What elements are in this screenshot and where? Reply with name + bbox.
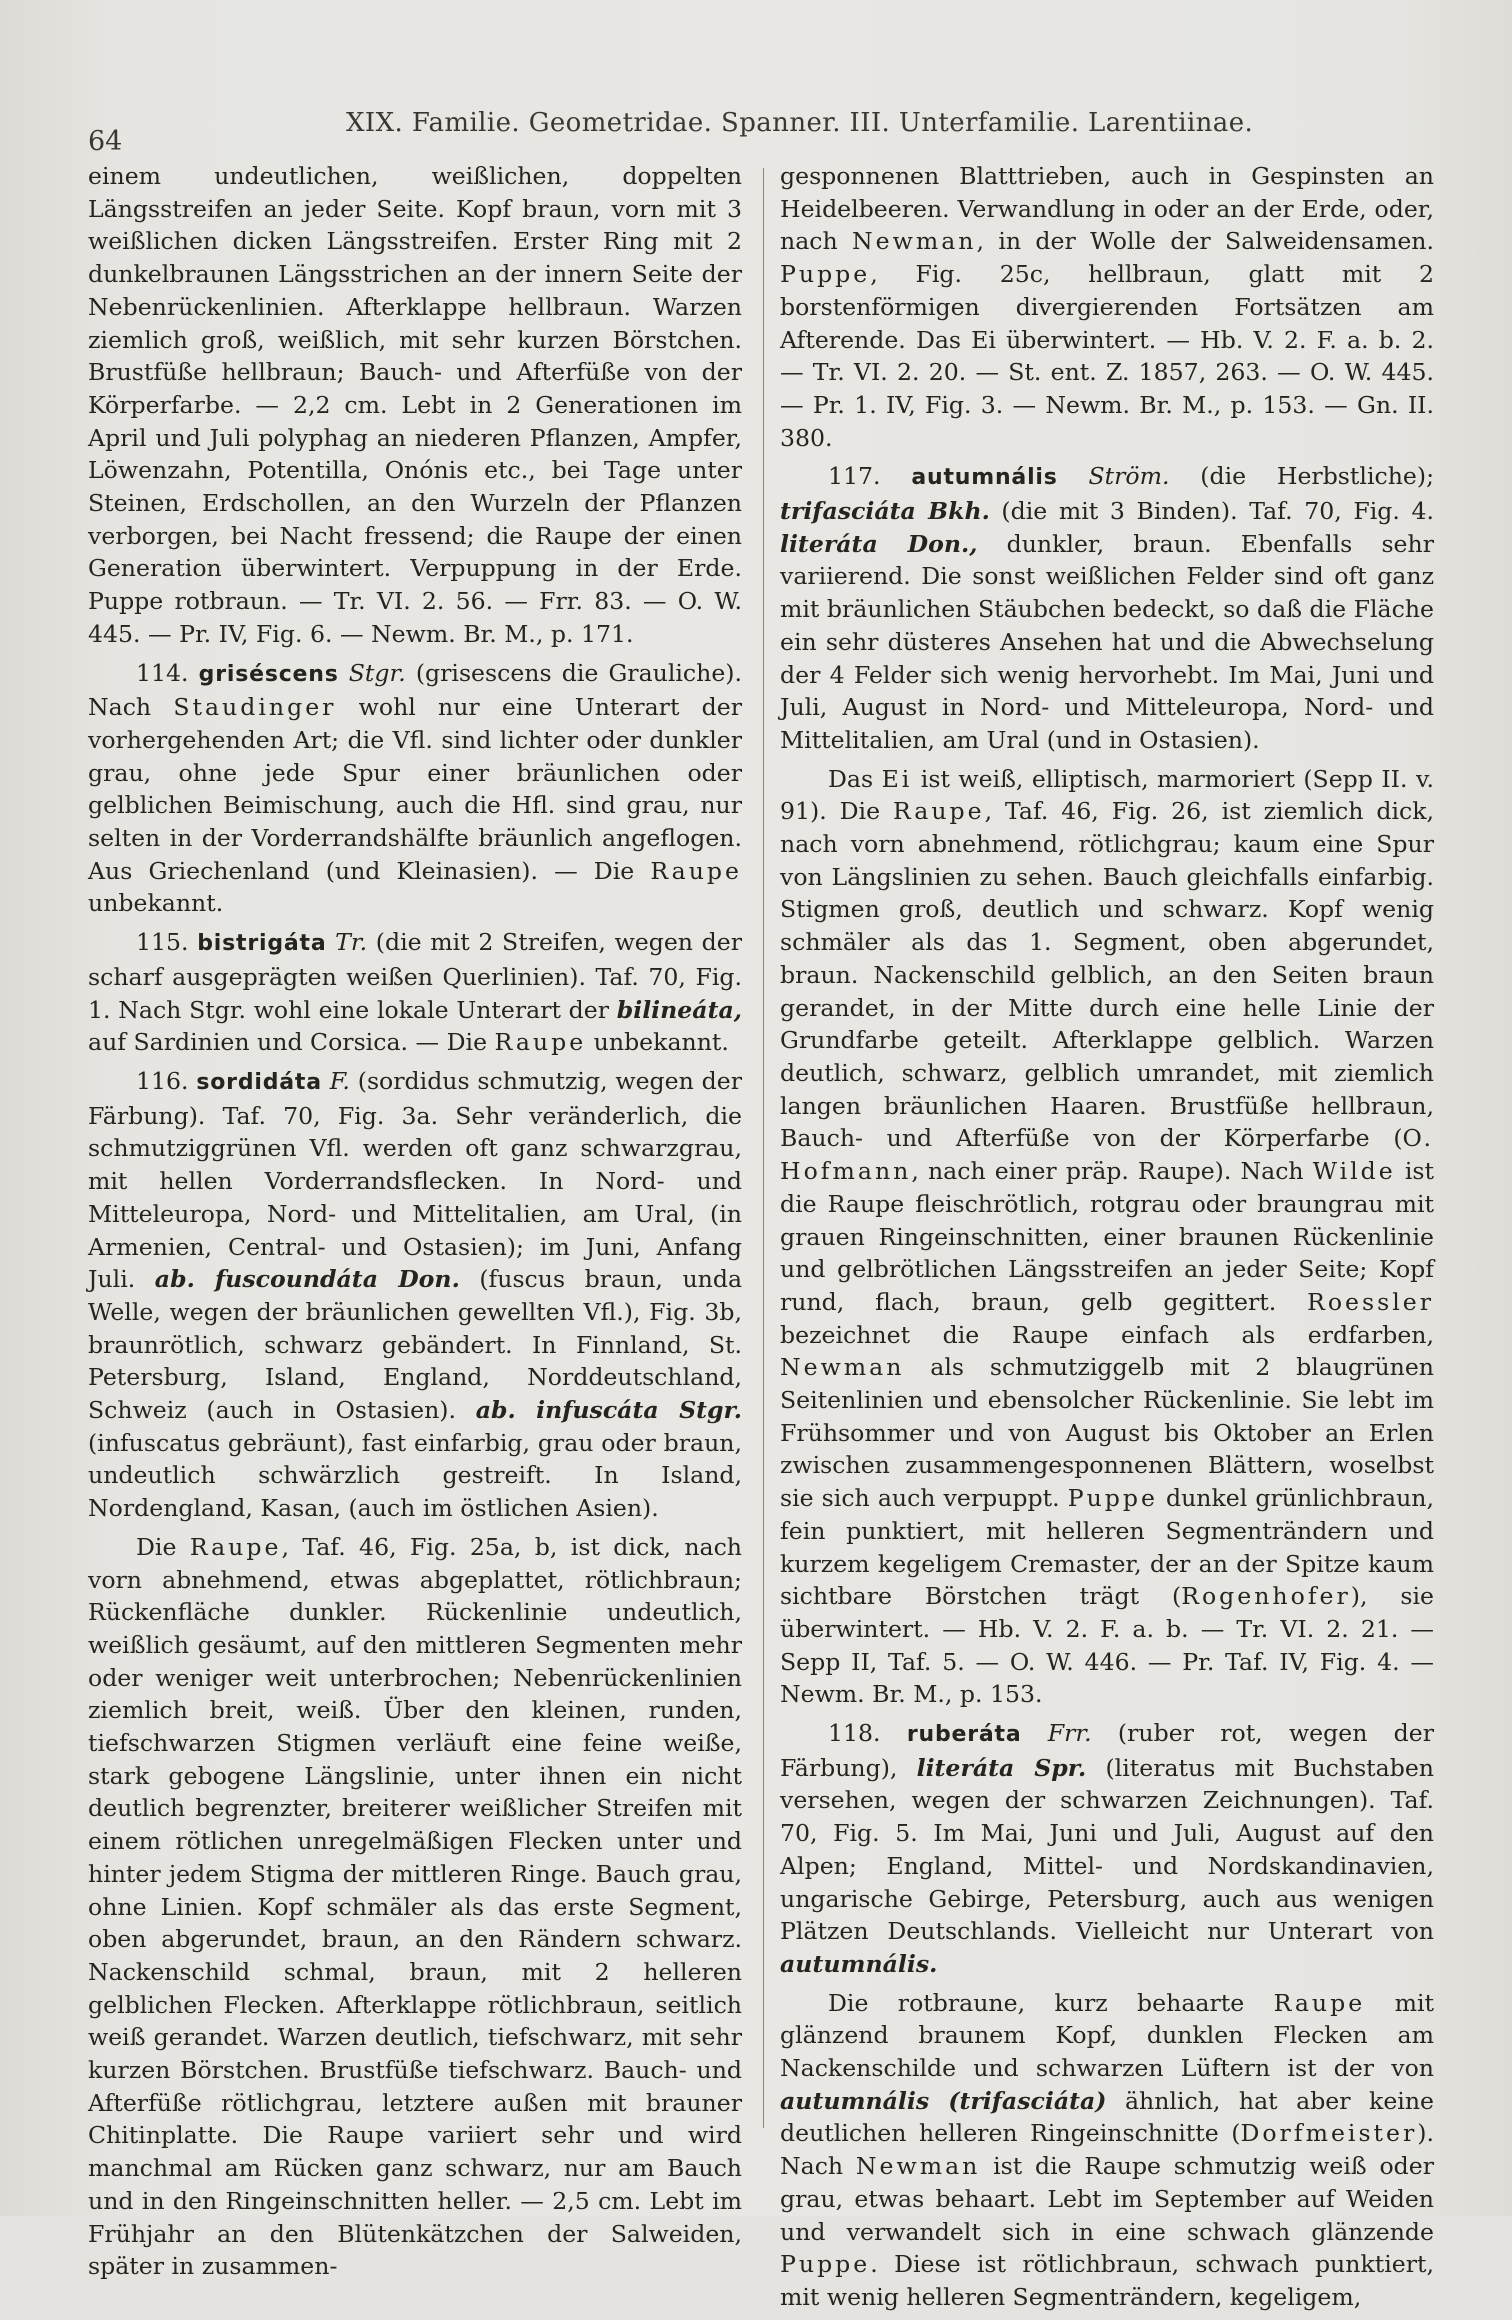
entry-text: gesponnenen Blatttrieben, auch in Gespinsten an Heidelbeeren. Verwandlung in oder an der Erde, oder, nach <box>780 162 1434 256</box>
entry-text: , Taf. 46, Fig. 25a, b, ist dick, nach vorn abnehmend, etwas abgeplattet, rötlichbraun; Rückenfläche dunkler. Rückenlinie undeutlich, weißlich gesäumt, auf den mittleren Segmenten mehr oder weniger weit unterbrochen; Nebenrückenlinien ziemlich breit, weiß. Über den kleinen, runden, tiefschwarzen Stigmen verläuft eine feine weiße, stark gebogene Längslinie, unter ihnen ein nicht deutlich begrenzter, breiterer weißlicher Streifen mit einem rötlichen unregelmäßigen Flecken unter und hinter jedem Stigma der mittleren Ringe. Bauch grau, ohne Linien. Kopf schmäler als das erste Segment, oben abgerundet, braun, an den Rändern schwarz. Nackenschild schmal, braun, mit 2 helleren gelblichen Flecken. Afterklappe rötlichbraun, seitlich weiß gerandet. Warzen deutlich, tiefschwarz, mit sehr kurzen Börstchen. Brustfüße tiefschwarz. Bauch- und Afterfüße rötlichgrau, letztere außen mit brauner Chitinplatte. Die Raupe variiert sehr und wird manchmal am Rücken ganz schwarz, nur am Bauch und in den Ringeinschnitten heller. — 2,5 cm. Lebt im Frühjahr an den Blütenkätzchen der Salweiden, später in zusammen- <box>88 1532 742 2281</box>
species-name: ruberáta <box>906 1722 1022 1748</box>
spaced-name: Newman <box>855 2152 981 2181</box>
spaced-name: O. Hofmann <box>780 1124 1434 1186</box>
species-entry-116 <box>88 1065 742 1525</box>
author: Ström. <box>1088 462 1170 491</box>
larva-description <box>780 1987 1434 2314</box>
entry-text: ). Nach <box>780 2119 1434 2181</box>
entry-text: (die Herbstliche); <box>1169 462 1435 491</box>
spaced-term: Puppe <box>780 2250 871 2279</box>
page-header <box>88 108 1458 157</box>
spaced-name: Wilde <box>1312 1157 1396 1186</box>
page-number: 64 <box>88 126 123 157</box>
species-name: autumnális <box>911 465 1058 491</box>
entry-text: als schmutziggelb mit 2 blaugrünen Seitenlinien und ebensolcher Rückenlinie. Sie lebt im Frühsommer und von August bis Oktober an Erlen zwischen zusammengesponnenen Blättern, woselbst sie sich auch verpuppt. <box>780 1353 1434 1513</box>
spaced-name: Dorfmeister <box>1240 2119 1418 2148</box>
entry-text: ist die Raupe fleischrötlich, rotgrau oder braungrau mit grauen Ringeinschnitten, einer braunen Rückenlinie und gelbrötlichen Längsstreifen an jeder Seite; Kopf rund, flach, braun, gelb gegittert. <box>780 1157 1434 1316</box>
entry-text: (fuscus braun, unda Welle, wegen der bräunlichen gewellten Vfl.), Fig. 3b, braunrötlich, schwarz gebändert. In Finnland, St. Petersburg, Island, England, Norddeutschland, Schweiz (auch in Ostasien). <box>88 1265 743 1425</box>
entry-text: . Diese ist rötlichbraun, schwach punktiert, mit wenig helleren Segmenträndern, kegeligem, <box>780 2250 1434 2311</box>
entry-text: ähnlich, hat aber keine deutlichen helleren Ringeinschnitte ( <box>780 2086 1435 2148</box>
species-entry-114 <box>88 657 742 921</box>
synonym-name: literáta Don., <box>780 529 978 558</box>
aberration-name: ab. fuscoundáta Don. <box>154 1265 460 1294</box>
species-name: bistrigáta <box>197 931 327 957</box>
latin-name: autumnális. <box>780 1949 938 1978</box>
entry-text: (ruber rot, wegen der Färbung), <box>780 1719 1435 1782</box>
entry-number: 118. <box>828 1719 881 1748</box>
entry-number: 117. <box>828 462 881 491</box>
synonym-name: trifasciáta Bkh. <box>780 497 990 526</box>
species-name: sordidáta <box>196 1069 322 1095</box>
entry-text: mit glänzend braunem Kopf, dunklen Flecken am Nackenschilde und schwarzen Lüftern ist der von <box>780 1988 1434 2083</box>
entry-number: 116. <box>136 1066 189 1095</box>
species-name: griséscens <box>198 661 339 687</box>
synonym-name: literáta Spr. <box>916 1753 1087 1782</box>
spaced-term: Raupe <box>494 1028 587 1057</box>
spaced-term: Raupe <box>1273 1988 1366 2017</box>
entry-text: unbekannt. <box>88 889 224 918</box>
column-divider <box>763 168 764 2128</box>
entry-text: (die mit 2 Streifen, wegen der scharf ausgeprägten weißen Querlinien). Taf. 70, Fig. 1. Nach Stgr. wohl eine lokale Unterart der <box>88 928 743 1024</box>
author: F. <box>329 1066 350 1095</box>
right-column <box>780 160 1434 2320</box>
spaced-name: Newman <box>852 227 977 256</box>
egg-larva-description <box>780 763 1434 1711</box>
entry-text: (sordidus schmutzig, wegen der Färbung). Taf. 70, Fig. 3a. Sehr veränderlich, die schmutziggrünen Vfl. werden oft ganz schwarzgrau, mit hellen Vorderrandsflecken. In Nord- und Mitteleuropa, Nord- und Mittelitalien, am Ural, (in Armenien, Central- und Ostasien); im Juni, Anfang Juli. <box>88 1066 742 1294</box>
entry-text: auf Sardinien und Corsica. — Die <box>88 1028 495 1057</box>
spaced-term: Puppe <box>1067 1484 1158 1513</box>
entry-number: 114. <box>136 658 189 687</box>
spaced-name: Staudinger <box>173 693 337 722</box>
spaced-term: Ei <box>881 764 913 793</box>
author: Stgr. <box>348 658 406 687</box>
spaced-term: Raupe <box>650 856 742 885</box>
entry-number: 115. <box>136 928 189 957</box>
entry-text: bezeichnet die Raupe einfach als erdfarben, <box>780 1320 1434 1349</box>
spaced-name: Newman <box>780 1353 905 1382</box>
entry-text: , in der Wolle der Salweidensamen. <box>976 227 1434 256</box>
continued-paragraph: einem undeutlichen, weißlichen, doppelten Längsstreifen an jeder Seite. Kopf braun, vorn mit 3 weißlichen dicken Längsstreifen. Erster Ring mit 2 dunkelbraunen Längsstrichen an der innern Seite der Nebenrückenlinien. Afterklappe hellbraun. Warzen ziemlich groß, weißlich, mit sehr kurzen Börstchen. Brustfüße hellbraun; Bauch- und Afterfüße von der Körperfarbe. — 2,2 cm. Lebt in 2 Generationen im April und Juli polyphag an niederen Pflanzen, Ampfer, Löwenzahn, Potentilla, Onónis etc., bei Tage unter Steinen, Erdschollen, an den Wurzeln der Pflanzen verborgen, bei Nacht fressend; die Raupe der einen Generation überwintert. Verpuppung in der Erde. Puppe rotbraun. — Tr. VI. 2. 56. — Frr. 83. — O. W. 445. — Pr. IV, Fig. 6. — Newm. Br. M., p. 171. <box>88 162 742 648</box>
running-title: XIX. Familie. Geometridae. Spanner. III. Unterfamilie. Larentiinae. <box>346 108 1254 138</box>
entry-text: dunkler, braun. Ebenfalls sehr variierend. Die sonst weißlichen Felder sind oft ganz mit bräunlichen Stäubchen bedeckt, so daß die Fläche ein sehr düsteres Ansehen hat und die Abwechselung der 4 Felder sich wenig hervorhebt. Im Mai, Juni und Juli, August in Nord- und Mitteleuropa, Nord- und Mittelitalien, am Ural (und in Ostasien). <box>780 529 1434 754</box>
entry-text: , Taf. 46, Fig. 26, ist ziemlich dick, nach vorn abnehmend, rötlichgrau; kaum eine Spur von Längslinien zu sehen. Bauch gleichfalls einfarbig. Stigmen groß, deutlich und schwarz. Kopf wenig schmäler als das 1. Segment, oben abgerundet, braun. Nackenschild gelblich, an den Seiten braun gerandet, in der Mitte durch eine helle Linie der Grundfarbe geteilt. Afterklappe gelblich. Warzen deutlich, schwarz, gelblich umrandet, mit ziemlich langen bräunlichen Haaren. Brustfüße hellbraun, Bauch- und Afterfüße von der Körperfarbe ( <box>780 797 1434 1153</box>
entry-text: wohl nur eine Unterart der vorhergehenden Art; die Vfl. sind lichter oder dunkler grau, ohne jede Spur einer bräunlichen oder gelblichen Beimischung, auch die Hfl. sind grau, nur selten in der Vorderrandshälfte bräunlich angeflogen. Aus Griechenland (und Kleinasien). — Die <box>88 693 742 885</box>
entry-text: (literatus mit Buchstaben versehen, wegen der schwarzen Zeichnungen). Taf. 70, Fig. 5. Im Mai, Juni und Juli, August auf den Alpen; England, Mittel- und Nordskandinavien, ungarische Gebirge, Petersburg, auch aus wenigen Plätzen Deutschlands. Vielleicht nur Unterart von <box>780 1753 1434 1946</box>
entry-text: Das <box>828 764 882 793</box>
entry-text: Die rotbraune, kurz behaarte <box>828 1988 1274 2017</box>
species-entry-117 <box>780 460 1434 756</box>
entry-text: , Fig. 25c, hellbraun, glatt mit 2 borstenförmigen divergierenden Fortsätzen am Afterende. Das Ei überwintert. — Hb. V. 2. F. a. b. 2. — Tr. VI. 2. 20. — St. ent. Z. 1857, 263. — O. W. 445. — Pr. 1. IV, Fig. 3. — Newm. Br. M., p. 153. — Gn. II. 380. <box>780 260 1434 452</box>
entry-text: ), sie überwintert. — Hb. V. 2. F. a. b. — Tr. VI. 2. 21. — Sepp II, Taf. 5. — O. W. 446. — Pr. Taf. IV, Fig. 4. — Newm. Br. M., p. 153. <box>780 1582 1434 1709</box>
larva-description <box>88 1531 742 2283</box>
latin-name: autumnális (trifasciáta) <box>780 2086 1107 2115</box>
spaced-term: Raupe <box>189 1532 282 1561</box>
species-entry-115 <box>88 926 742 1059</box>
latin-name: bilineáta, <box>616 995 742 1024</box>
spaced-term: Raupe <box>892 797 985 826</box>
spaced-term: Puppe <box>780 260 871 289</box>
entry-text: dunkel grünlichbraun, fein punktiert, mit helleren Segmenträndern und kurzem kegeligem Cremaster, der an der Spitze kaum sichtbare Börstchen trägt ( <box>780 1484 1434 1611</box>
entry-text: (grisescens die Grauliche). Nach <box>88 658 743 722</box>
left-column <box>88 160 742 2289</box>
entry-text: (infuscatus gebräunt), fast einfarbig, grau oder braun, undeutlich schwärzlich gestreift. In Island, Nordengland, Kasan, (auch im östlichen Asien). <box>88 1428 742 1523</box>
aberration-name: ab. infuscáta Stgr. <box>475 1396 742 1425</box>
author: Frr. <box>1047 1719 1092 1748</box>
entry-text: (die mit 3 Binden). Taf. 70, Fig. 4. <box>989 497 1434 526</box>
spaced-name: Rogenhofer <box>1181 1582 1351 1611</box>
entry-text: unbekannt. <box>586 1028 729 1057</box>
species-entry-118 <box>780 1717 1434 1981</box>
entry-text: , nach einer präp. Raupe). Nach <box>911 1157 1313 1186</box>
entry-text: ist weiß, elliptisch, marmoriert (Sepp II. v. 91). Die <box>780 764 1434 826</box>
continued-paragraph <box>780 160 1434 454</box>
entry-text: Die <box>136 1532 190 1561</box>
entry-text: ist die Raupe schmutzig weiß oder grau, etwas behaart. Lebt im September auf Weiden und verwandelt sich in eine schwach glänzende <box>780 2152 1434 2246</box>
spaced-name: Roessler <box>1307 1287 1434 1316</box>
author: Tr. <box>335 928 368 957</box>
